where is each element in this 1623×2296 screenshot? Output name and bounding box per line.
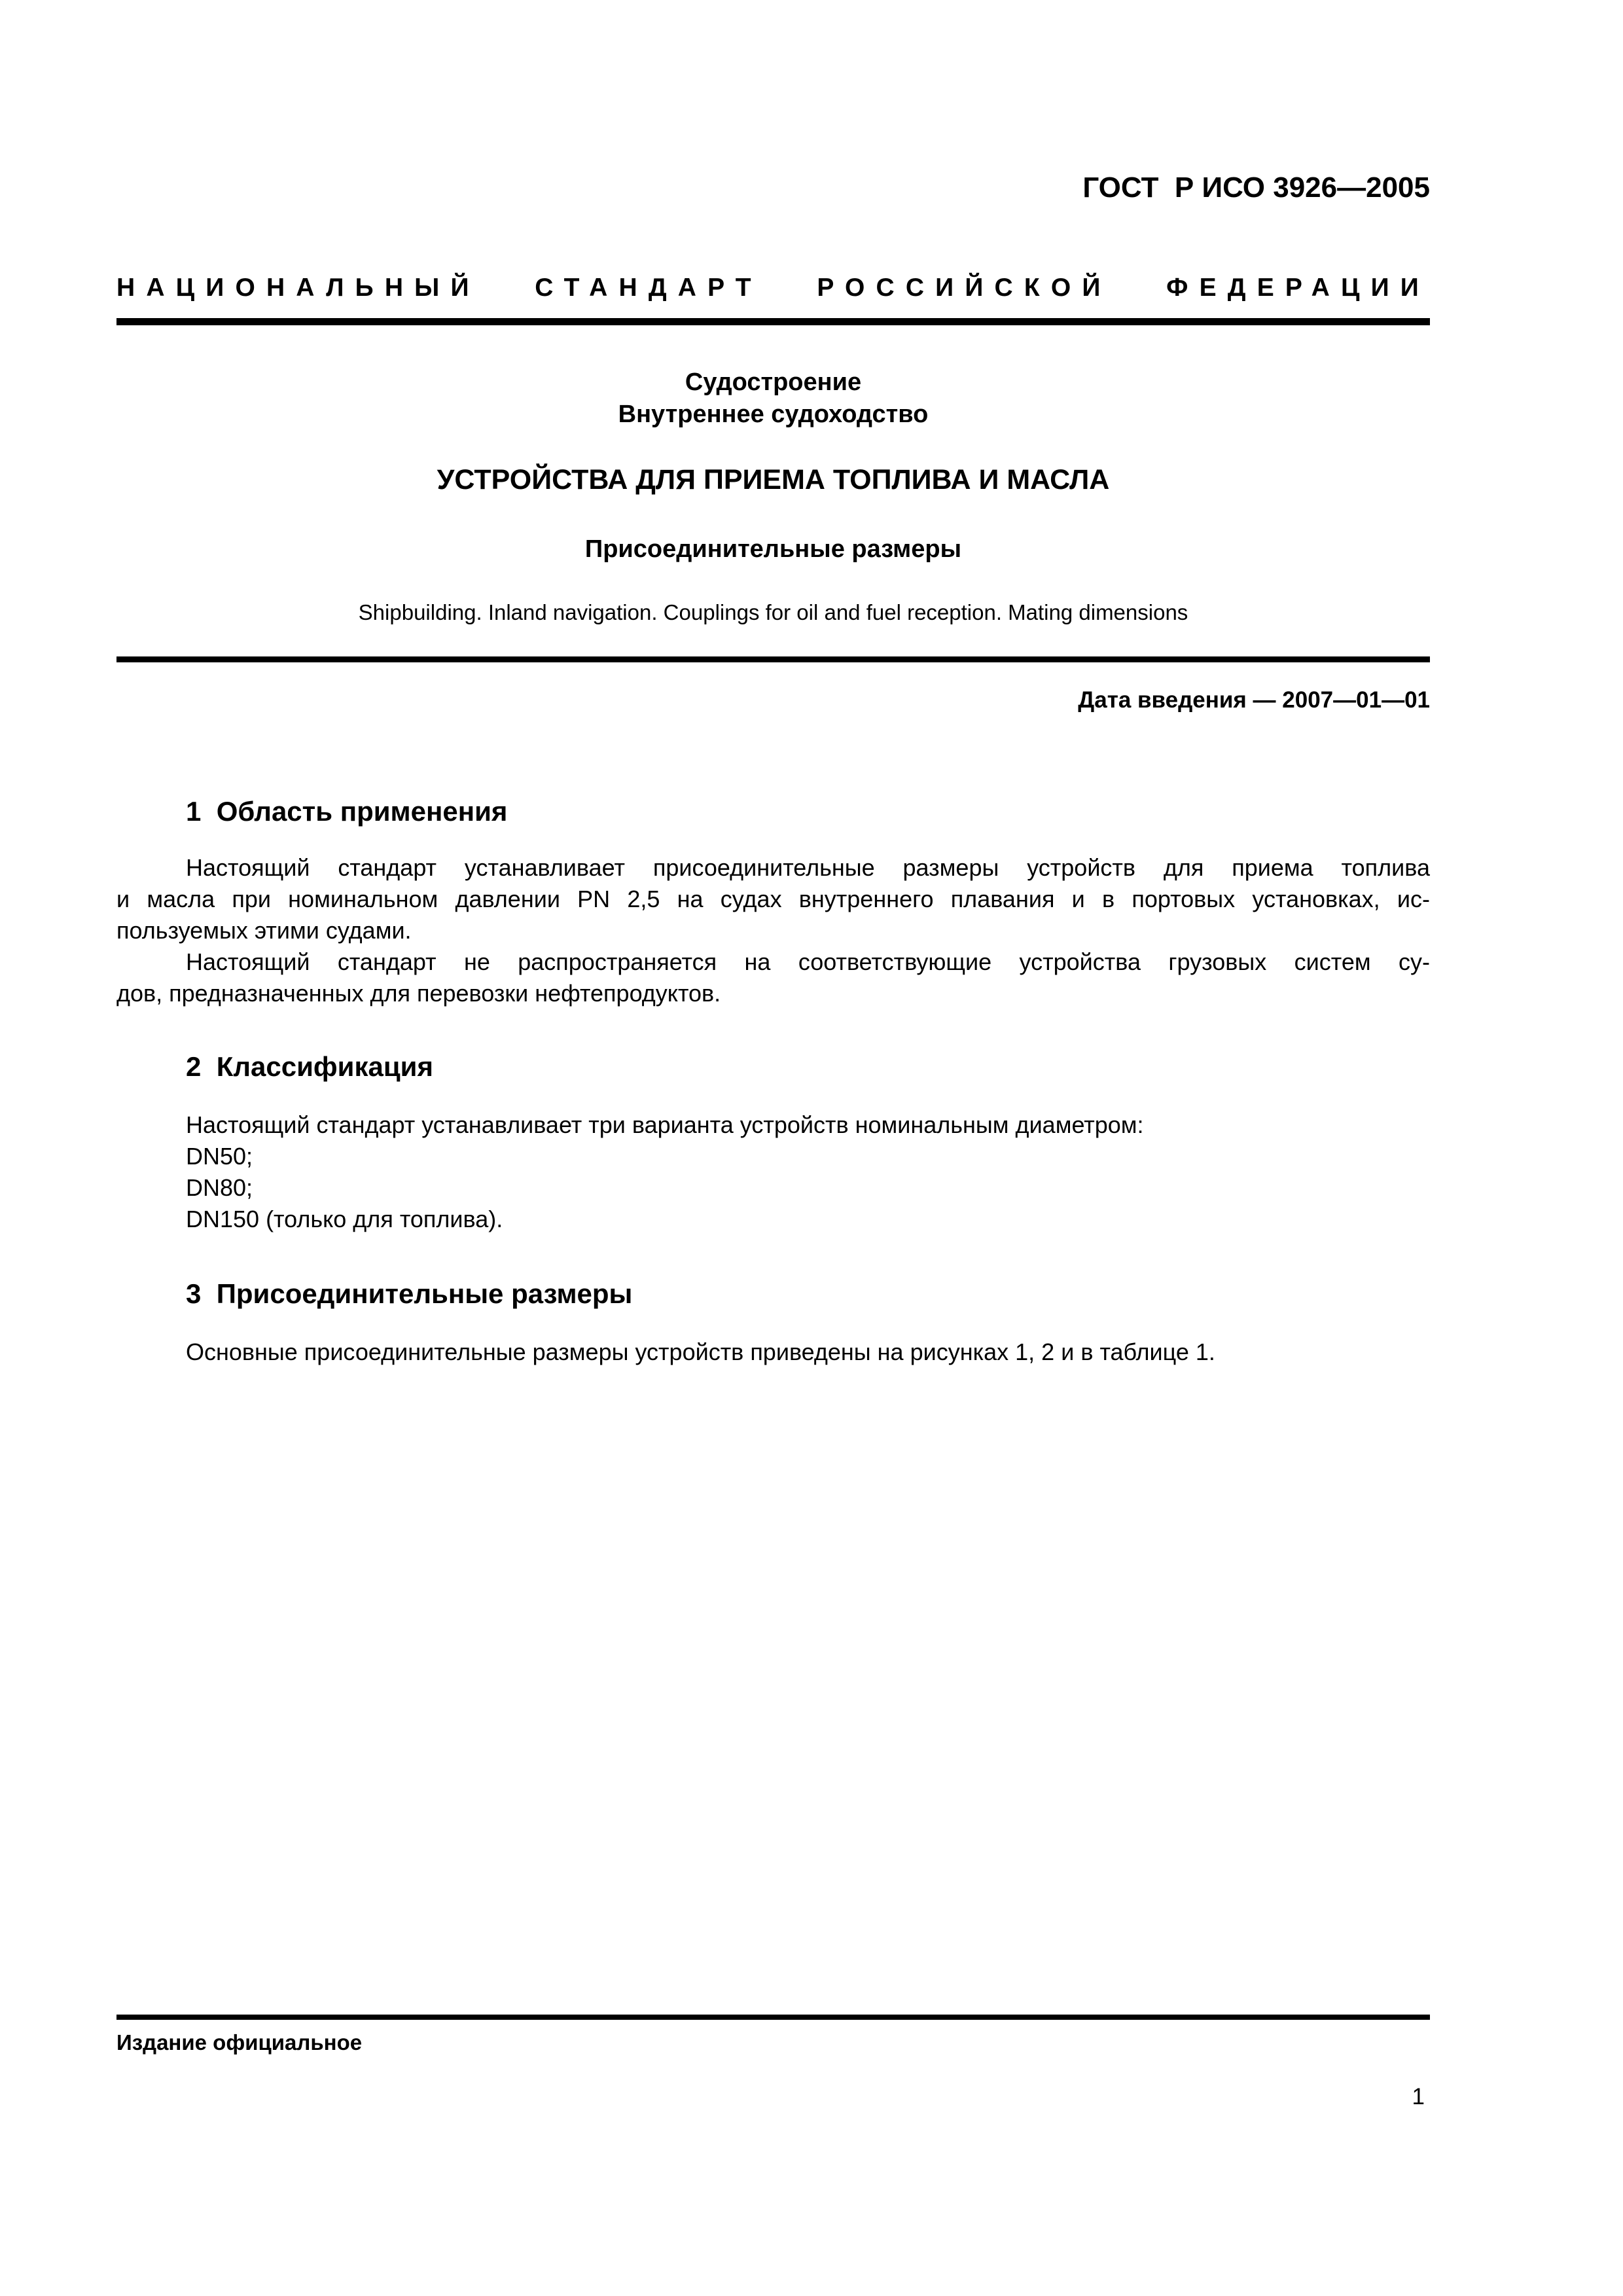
- paragraph-line: Основные присоединительные размеры устройств приведены на рисунках 1, 2 и в таблице 1.: [186, 1338, 1215, 1365]
- standard-code: ГОСТ Р ИСО 3926—2005: [1082, 171, 1430, 204]
- section-2-body: [116, 1109, 1430, 1235]
- paragraph-line: дов, предназначенных для перевозки нефтепродуктов.: [116, 980, 721, 1007]
- paragraph-line: Настоящий стандарт не распространяется на соответствующие устройства грузовых систем су-: [186, 948, 1430, 975]
- title-subject-line-1: Судостроение: [685, 368, 862, 396]
- paragraph-line: и масла при номинальном давлении PN 2,5 на судах внутреннего плавания и в портовых установках, ис-: [116, 886, 1430, 912]
- paragraph-line: Настоящий стандарт устанавливает присоединительные размеры устройств для приема топлива: [186, 854, 1430, 881]
- footer-divider: [116, 2015, 1430, 2020]
- section-3-heading: 3 Присоединительные размеры: [186, 1278, 633, 1309]
- section-1-body: [116, 852, 1430, 1009]
- effective-date: Дата введения — 2007—01—01: [1078, 687, 1430, 713]
- paragraph-line: DN150 (только для топлива).: [186, 1206, 503, 1232]
- section-2-heading: 2 Классификация: [186, 1051, 433, 1082]
- standard-type-heading: НАЦИОНАЛЬНЫЙ СТАНДАРТ РОССИЙСКОЙ ФЕДЕРАЦИИ: [116, 274, 1430, 302]
- section-1-heading: 1 Область применения: [186, 796, 508, 827]
- title-subject-line-2: Внутреннее судоходство: [618, 401, 929, 428]
- section-3-body: [116, 1336, 1430, 1368]
- page-number: 1: [1412, 2084, 1425, 2109]
- paragraph-line: Настоящий стандарт устанавливает три варианта устройств номинальным диаметром:: [186, 1111, 1144, 1138]
- title-subtitle: Присоединительные размеры: [584, 535, 962, 563]
- header-divider: [116, 318, 1430, 325]
- title-main: УСТРОЙСТВА ДЛЯ ПРИЕМА ТОПЛИВА И МАСЛА: [437, 464, 1110, 495]
- title-subject-group: [116, 367, 1430, 431]
- official-edition-note: Издание официальное: [116, 2030, 363, 2054]
- paragraph-line: DN50;: [186, 1143, 253, 1170]
- paragraph-line: DN80;: [186, 1174, 253, 1201]
- paragraph-line: пользуемых этими судами.: [116, 917, 412, 944]
- title-divider: [116, 656, 1430, 662]
- title-english: Shipbuilding. Inland navigation. Couplings for oil and fuel reception. Mating dimensions: [358, 600, 1188, 624]
